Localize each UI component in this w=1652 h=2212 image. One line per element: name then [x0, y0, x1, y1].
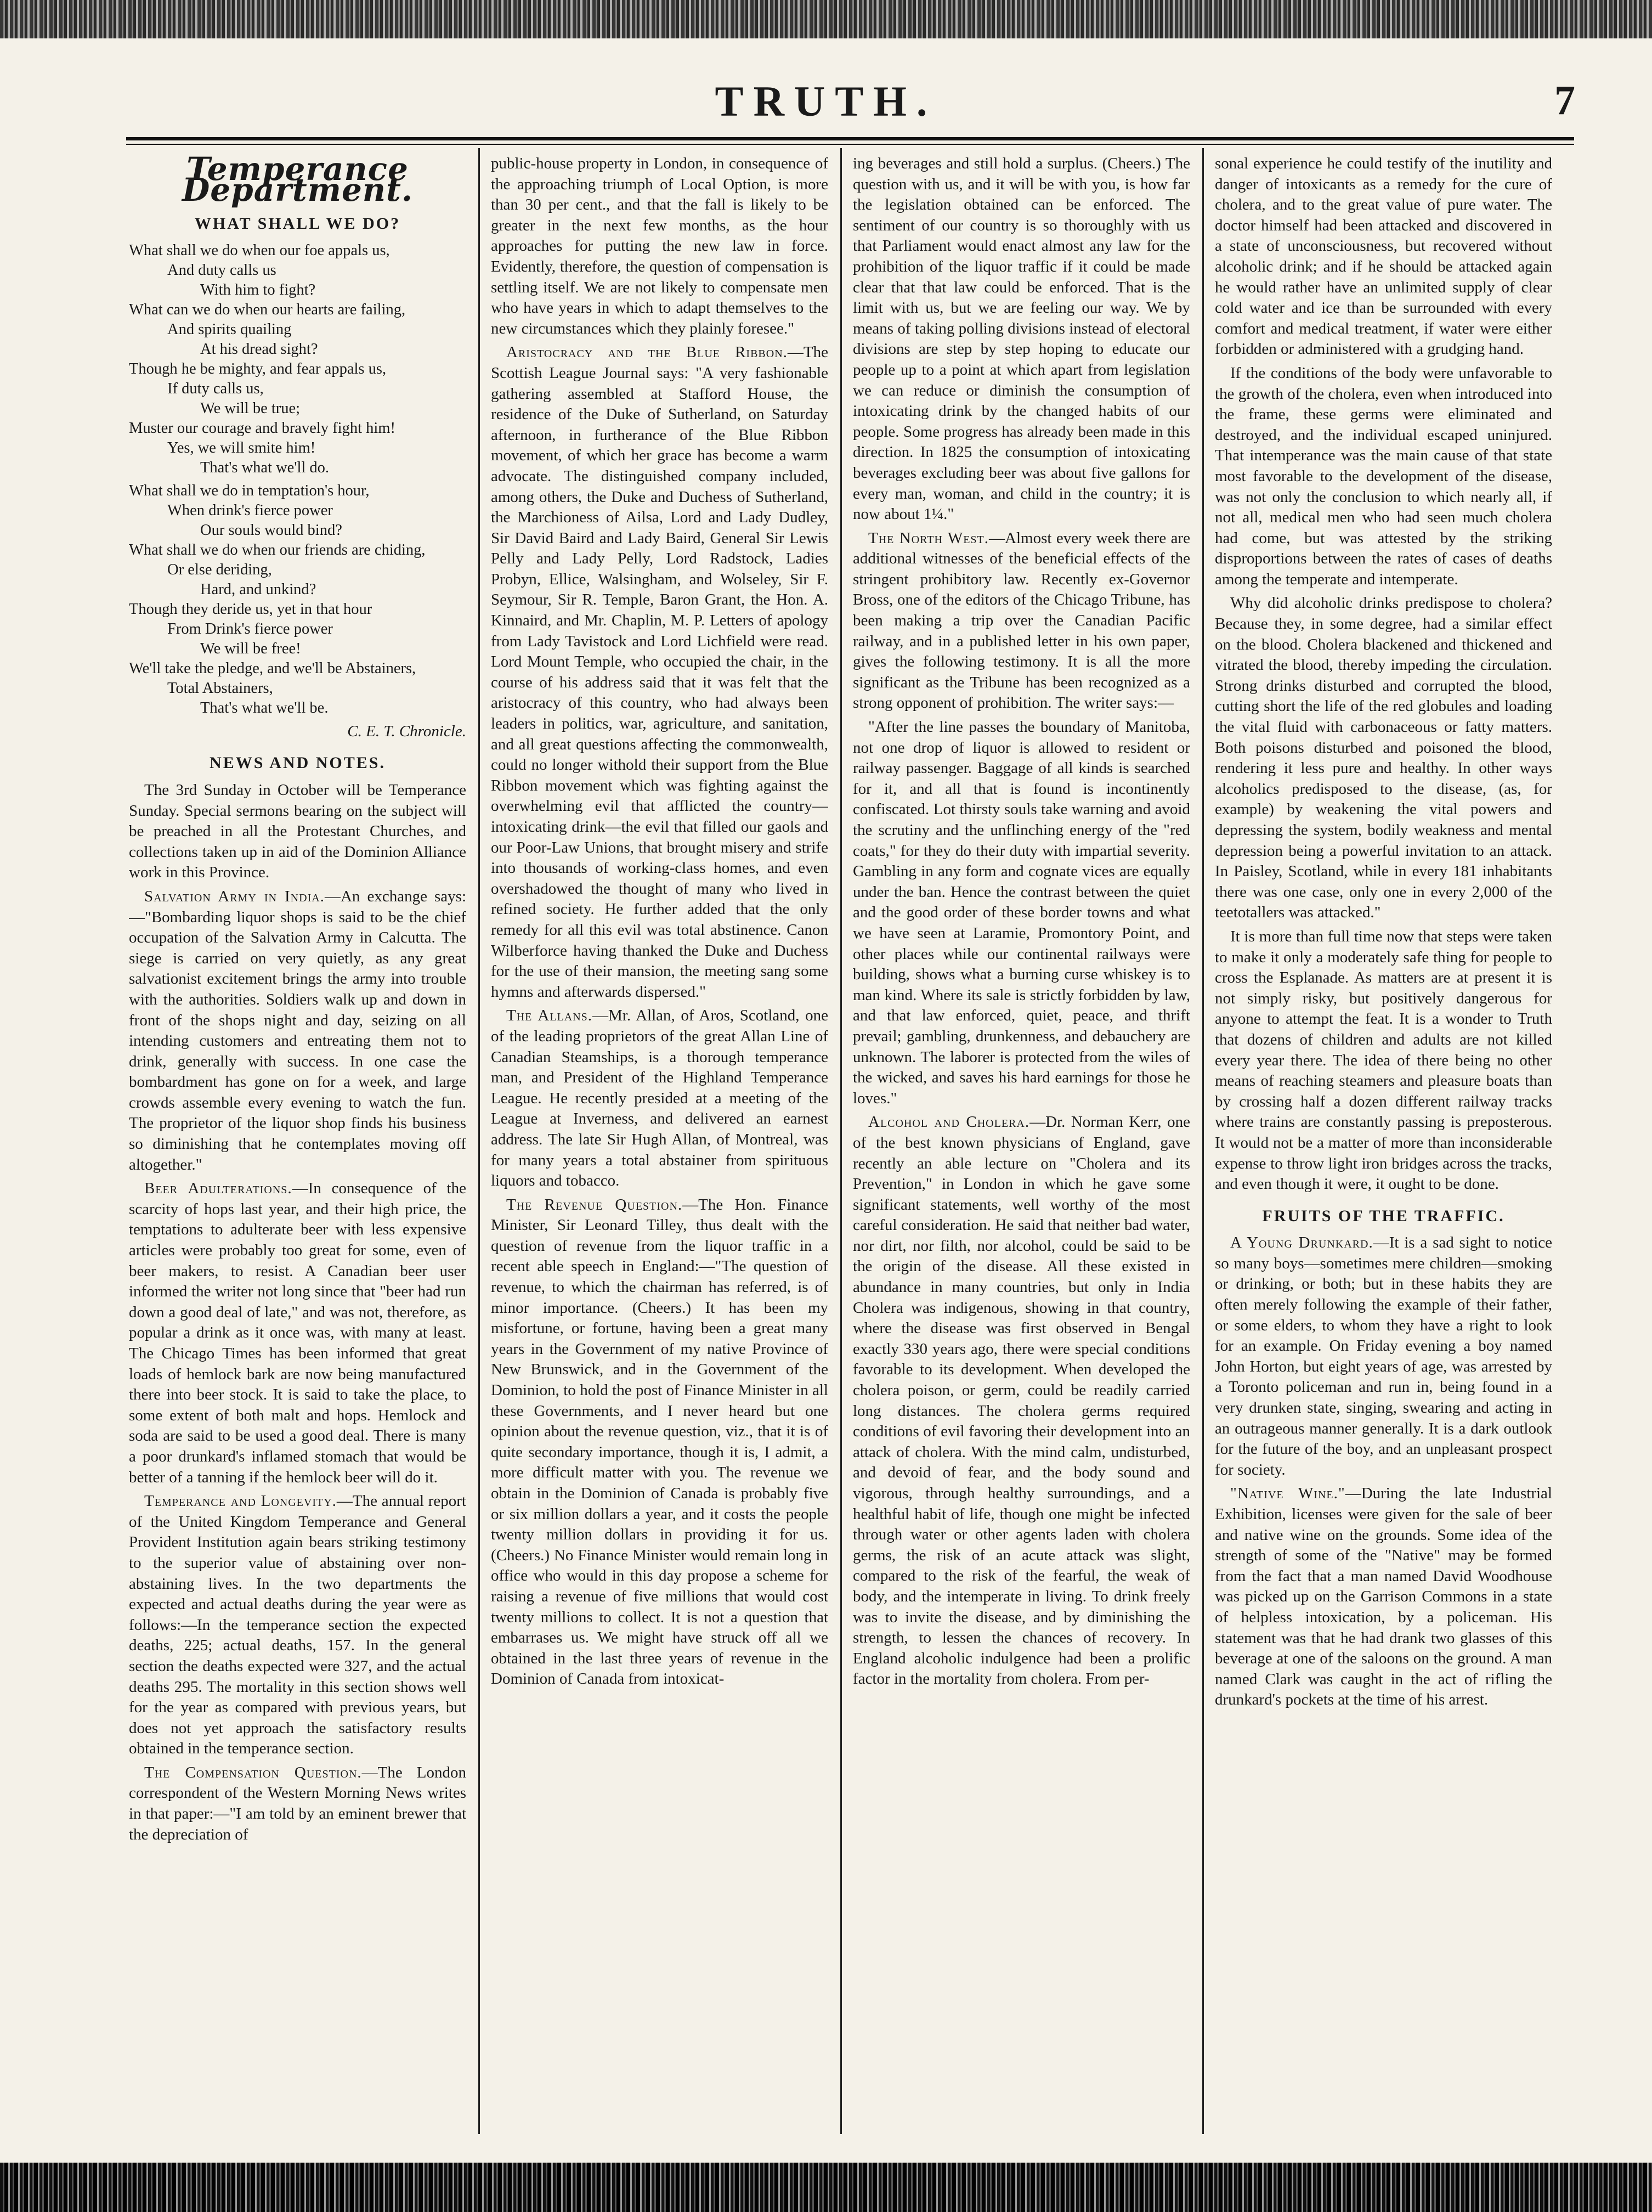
- article: [1215, 1483, 1552, 1711]
- poem-stanza-1: [129, 241, 466, 478]
- paragraph: If the conditions of the body were unfavorable to the growth of the cholera, even when introduced into the frame, these germs were eliminated and destroyed, and the individual escaped uninjured. That intemperance was the main cause of that state most favorable to the development of the disease, was not only the conclusion to which nearly all, if not all, medical men who had seen much cholera had come, but was attested by the striking disproportions between the rates of cases of deaths among the temperate and intemperate.: [1215, 364, 1552, 588]
- article-heading: Salvation Army in India.: [144, 887, 325, 905]
- poem-line: We will be free!: [200, 640, 301, 657]
- poem-line: What shall we do in temptation's hour,: [129, 482, 370, 499]
- page-number: 7: [1554, 77, 1575, 123]
- article-body: —Almost every week there are additional witnesses of the beneficial effects of the stringent prohibitory law. Recently ex-Governor Bross, one of the editors of the Chicago Tribune, has been making a trip over the Canadian Pacific railway, and in a published letter in his own paper, gives the following testimony. It is all the more significant as the Tribune has been recognized as a strong opponent of prohibition. The writer says:—: [853, 529, 1190, 712]
- poem-line: Or else deriding,: [167, 561, 272, 578]
- poem-line: Muster our courage and bravely fight him!: [129, 419, 395, 437]
- poem-line: If duty calls us,: [167, 380, 264, 397]
- poem-line: What can we do when our hearts are failing,: [129, 301, 406, 318]
- poem-line: And duty calls us: [167, 261, 276, 279]
- column-rule: [478, 148, 480, 2134]
- poem-title: WHAT SHALL WE DO?: [194, 215, 401, 233]
- poem-line: We will be true;: [200, 399, 301, 417]
- article-body: —Mr. Allan, of Aros, Scotland, one of the leading proprietors of the great Allan Line of Canadian Steamships, is a thorough temperance man, and President of the Highland Temperance League. He recently presided at a meeting of the League at Inverness, and delivered an earnest address. The late Sir Hugh Allan, of Montreal, was for many years a total abstainer from spirituous liquors and tobacco.: [491, 1007, 828, 1190]
- poem-line: Our souls would bind?: [200, 521, 342, 539]
- article-body: —The London correspondent of the Western Morning News writes in that paper:—"I am told by an eminent brewer that the depreciation of: [129, 1763, 466, 1843]
- masthead-rule-thin: [126, 144, 1574, 145]
- article-body: —The annual report of the United Kingdom Temperance and General Provident Institution again bears striking testimony to the superior value of abstaining over non-abstaining lives. In the two departments the expected and actual deaths during the year were as follows:—In the temperance section the expected deaths, 225; actual deaths, 157. In the general section the deaths expected were 327, and the actual deaths 295. The mortality in this section shows well for the year as compared with previous years, but does not yet approach the satisfactory results obtained in the temperance section.: [129, 1492, 466, 1758]
- column-3: [853, 154, 1190, 2134]
- article-heading: Temperance and Longevity.: [144, 1492, 337, 1510]
- article-body: —In consequence of the scarcity of hops last year, and their high price, the temptations to adulterate beer with less expensive articles were probably too great for some, even of beer makers, to resist. A Canadian beer user informed the writer not long since that "beer had run down a good deal of late," and was not, therefore, as popular a drink as it once was, with many at least. The Chicago Times has been informed that great loads of hemlock bark are now being manufactured there into beer stock. It is said to take the place, to some extent of both malt and hops. Hemlock and soda are said to be used a good deal. There is many a poor drunkard's inflamed stomach that would be better of a tanning if the hemlock beer will do it.: [129, 1180, 466, 1486]
- poem-line: Though he be mighty, and fear appals us,: [129, 360, 387, 377]
- paragraph: public-house property in London, in consequence of the approaching triumph of Local Option, is more than 30 per cent., and that the fall is likely to be greater in the next few months, as the hour approaches for putting the new law in force. Evidently, therefore, the question of compensation is settling itself. We are not likely to compensate men who have years in which to adapt themselves to the new circumstances which they plainly foresee.": [491, 155, 828, 337]
- section-heading: FRUITS OF THE TRAFFIC.: [1262, 1206, 1505, 1225]
- article-heading: The Allans.: [506, 1007, 593, 1025]
- article-heading: A Young Drunkard.: [1230, 1234, 1373, 1252]
- article: [491, 342, 828, 1002]
- poem-line: When drink's fierce power: [167, 501, 333, 519]
- article-heading: The Compensation Question.: [144, 1763, 362, 1781]
- article-heading: Beer Adulterations.: [144, 1180, 292, 1198]
- column-4: [1215, 154, 1552, 2134]
- newspaper-title: TRUTH.: [715, 77, 937, 125]
- poem-stanza-2: [129, 481, 466, 718]
- masthead-rule: [126, 137, 1574, 140]
- article: [853, 528, 1190, 714]
- poem-line: What shall we do when our foe appals us,: [129, 241, 390, 259]
- article: [1215, 1233, 1552, 1480]
- article-body: —An exchange says:—"Bombarding liquor shops is said to be the chief occupation of the Salvation Army in Calcutta. The siege is carried on very quietly, as any great salvationist excitement brings the army into trouble with the authorities. Soldiers walk up and down in front of the shops night and day, seizing on all intending customers and entreating them not to drink, generally with success. In one case the bombardment has gone on for a week, and large crowds assemble every evening to watch the fun. The proprietor of the liquor shop finds his business so diminishing that he contemplates moving off altogether.": [129, 887, 466, 1173]
- poem-line: What shall we do when our friends are chiding,: [129, 541, 426, 558]
- paragraph: The 3rd Sunday in October will be Temperance Sunday. Special sermons bearing on the subject will be preached in all the Protestant Churches, and collections taken up in aid of the Dominion Alliance work in this Province.: [129, 781, 466, 882]
- column-2: [491, 154, 828, 2134]
- poem-line: That's what we'll be.: [200, 699, 329, 716]
- column-rule: [840, 148, 842, 2134]
- article: [129, 887, 466, 1175]
- poem-line: And spirits quailing: [167, 320, 292, 338]
- article-heading: The Revenue Question.: [506, 1195, 683, 1214]
- article-body: —It is a sad sight to notice so many boys—sometimes mere children—smoking or drinking, or both; but in these habits they are often merely following the example of their father, or some elders, to whom they have a right to look for an example. On Friday evening a boy named John Horton, but eight years of age, was arrested by a Toronto policeman and run in, being found in a very drunken state, singing, swearing and acting in an outrageous manner generally. It is a dark outlook for the future of the boy, and an unpleasant prospect for society.: [1215, 1234, 1552, 1479]
- article: [129, 1178, 466, 1488]
- poem-attribution: C. E. T. Chronicle.: [347, 722, 466, 740]
- quoted-paragraph: "After the line passes the boundary of Manitoba, not one drop of liquor is allowed to resident or railway passenger. Baggage of all kinds is searched for it, and all that is found is incontinently confiscated. Lot thirsty souls take warning and avoid the scrutiny and the unflinching energy of the "red coats," for they do their duty with impartial severity. Gambling in any form and cognate vices are equally under the ban. Hence the contrast between the quiet and the good order of these border towns and what we have seen at Laramie, Promontory Point, and other places while our continental railways were building, shows what a burning curse whiskey is to man kind. Where its sale is strictly forbidden by law, and that law enforced, quiet, peace, and thrift prevail; gambling, drunkenness, and debauchery are unknown. The laborer is protected from the wiles of the wicked, and saves his hard earnings for those he loves.": [853, 718, 1190, 1107]
- poem-line: Hard, and unkind?: [200, 580, 316, 598]
- poem-line: Yes, we will smite him!: [167, 439, 316, 456]
- article: [129, 1491, 466, 1759]
- column-rule: [1202, 148, 1204, 2134]
- article: [853, 1112, 1190, 1690]
- poem-line: From Drink's fierce power: [167, 620, 333, 637]
- paragraph: ing beverages and still hold a surplus. (Cheers.) The question with us, and it will be with you, is how far the legislation obtained can be enforced. The sentiment of our country is so thoroughly with us that Parliament would enact almost any law for the prohibition of the liquor traffic if it could be made clear that that law could be enforced. That is the limit with us, but we are feeling our way. We by means of taking polling divisions instead of electoral divisions are step by step hoping to educate our people up to a point at which apart from legislation we can reduce or diminish the consumption of intoxicating drink by the changed habits of our people. Some progress has already been made in this direction. In 1825 the consumption of intoxicating beverages excluding beer was about five gallons for every man, woman, and child in the country; it is now about 1¼.": [853, 155, 1190, 523]
- article-body: —During the late Industrial Exhibition, licenses were given for the sale of beer and native wine on the grounds. Some idea of the strength of some of the "Native" may be formed from the fact that a man named David Woodhouse was picked up on the Garrison Commons in a state of helpless intoxication, by a policeman. His statement was that he had drank two glasses of this beverage at one of the saloons on the ground. A man named Clark was caught in the act of rifling the drunkard's pockets at the time of his arrest.: [1215, 1485, 1552, 1709]
- article-heading: "Native Wine.": [1230, 1485, 1345, 1503]
- column-1: [129, 154, 466, 2134]
- article-heading: Aristocracy and the Blue Ribbon.: [506, 343, 788, 362]
- scan-edge-bottom: [0, 2163, 1652, 2212]
- paragraph: Why did alcoholic drinks predispose to cholera? Because they, in some degree, had a similar effect on the blood. Cholera blackened and thickened and vitrated the blood, thereby impeding the circulation. Strong drinks disturbed and corrupted the blood, cutting short the life of the red globules and loading the vital fluid with carbonaceous or fatty matters. Both poisons disturbed and poisoned the blood, rendering it less pure and healthy. In other ways alcoholics predisposed to the disease, (as, for example) by weakening the vital powers and depressing the system, bodily weakness and mental depression being a powerful invitation to an attack. In Paisley, Scotland, while in every 181 inhabitants there was one case, only one in every 2,000 of the teetotallers was attacked.": [1215, 594, 1552, 922]
- poem-line: Though they deride us, yet in that hour: [129, 600, 372, 618]
- article-body: —Dr. Norman Kerr, one of the best known physicians of England, gave recently an able lecture on "Cholera and its Prevention," in London in which he gave some significant statements, well worthy of the most careful consideration. He said that neither bad water, nor dirt, nor filth, nor alcohol, could be said to be the origin of the disease. All these existed in abundance in many countries, but only in India Cholera was indigenous, showing in that country, where the disease was first observed in Bengal exactly 330 years ago, there were special conditions favorable to its development. When developed the cholera poison, or germ, could be readily carried long distances. The cholera germs required conditions of evil favoring their development into an attack of cholera. With the mind calm, undisturbed, and devoid of fear, and the body sound and vigorous, through healthy surroundings, and a healthful habit of life, though one might be infected through water or other agents laden with cholera germs, the risk of an acute attack was slight, compared to the risk of the fearful, the weak of body, and the intemperate in living. To drink freely was to invite the disease, and by diminishing the strength, to lessen the chances of recovery. In England alcoholic indulgence had been a prolific factor in the mortality from cholera. From per-: [853, 1113, 1190, 1688]
- article-heading: The North West.: [868, 529, 989, 547]
- paragraph: sonal experience he could testify of the inutility and danger of intoxicants as a remedy for the cure of cholera, and to the great value of pure water. The doctor himself had been attacked and discovered in a state of unconsciousness, but recovered without alcoholic drink; and if he should be attacked again he would rather have an unlimited supply of clear cold water and ice than be surrounded with every comfort and medical treatment, if water were either forbidden or administered with a grudging hand.: [1215, 155, 1552, 358]
- poem-line: Total Abstainers,: [167, 679, 273, 697]
- article-heading: Alcohol and Cholera.: [868, 1113, 1030, 1131]
- poem-line: We'll take the pledge, and we'll be Abstainers,: [129, 659, 416, 677]
- masthead: [0, 71, 1652, 137]
- article: [491, 1195, 828, 1690]
- paragraph: It is more than full time now that steps were taken to make it only a moderately safe thing for people to cross the Esplanade. As matters are at present it is not simply risky, but positively dangerous for anyone to attempt the feat. It is a wonder to Truth that dozens of children and adults are not killed every year there. The idea of there being no other means of reaching steamers and pleasure boats than by crossing half a dozen different railway tracks where trains are constantly passing is preposterous. It would not be a matter of more than inconsiderable expense to throw light iron bridges across the tracks, and even though it were, it ought to be done.: [1215, 927, 1552, 1193]
- article-body: —The Hon. Finance Minister, Sir Leonard Tilley, thus dealt with the question of revenue from the liquor traffic in a recent able speech in England:—"The question of revenue, to which the chairman has referred, is of minor importance. (Cheers.) It has been my misfortune, or fortune, having been a great many years in the Government of my native Province of New Brunswick, and in the Government of the Dominion, to hold the post of Finance Minister in all these Governments, and I never heard but one opinion about the revenue question, viz., that it is of quite secondary importance, though it is, I admit, a more difficult matter with you. The revenue we obtain in the Dominion of Canada is probably five or six million dollars a year, and it costs the people twenty million dollars in providing it for us. (Cheers.) No Finance Minister would remain long in office who would in this day propose a scheme for raising a revenue of five millions that would cost twenty millions to collect. It is not a question that embarrases us. We might have struck off all we obtained in the last three years of revenue in the Dominion of Canada from intoxicat-: [491, 1195, 828, 1688]
- article: [129, 1763, 466, 1845]
- poem-line: That's what we'll do.: [200, 459, 330, 476]
- poem-line: At his dread sight?: [200, 340, 318, 358]
- article: [491, 1006, 828, 1191]
- department-title: Temperance Department.: [182, 154, 414, 208]
- scan-edge-top: [0, 0, 1652, 38]
- poem-line: With him to fight?: [200, 281, 316, 298]
- article-body: —The Scottish League Journal says: "A very fashionable gathering assembled at Stafford House, the residence of the Duke of Sutherland, on Saturday afternoon, in furtherance of the Blue Ribbon movement, of which her grace has become a warm advocate. The distinguished company included, among others, the Duke and Duchess of Sutherland, the Marchioness of Ailsa, Lord and Lady Dudley, Sir David Baird and Lady Baird, General Sir Lewis Pelly and Lady Pelly, Lord Radstock, Ladies Probyn, Ellice, Walsingham, and Wolseley, Sir F. Seymour, Sir R. Temple, Baron Grant, the Hon. A. Kinnaird, and Mr. Chaplin, M. P. Letters of apology from Lady Tavistock and Lord Lichfield were read. Lord Mount Temple, who occupied the chair, in the course of his address said that it was felt that the aristocracy of this country, who had always been leaders in politics, war, agriculture, and sanitation, and all great questions affecting the commonwealth, could no longer withold their support from the Blue Ribbon movement which was fighting against the overwhelming evil that afflicted the country—intoxicating drink—the evil that filled our gaols and our Poor-Law Unions, that brought misery and strife into thousands of working-class homes, and even overshadowed the thought of many who lived in refined society. He further added that the only remedy for all this evil was total abstinence. Canon Wilberforce having thanked the Duke and Duchess for the use of their mansion, the meeting sang some hymns and afterwards dispersed.": [491, 343, 828, 1001]
- section-heading: NEWS AND NOTES.: [210, 754, 386, 772]
